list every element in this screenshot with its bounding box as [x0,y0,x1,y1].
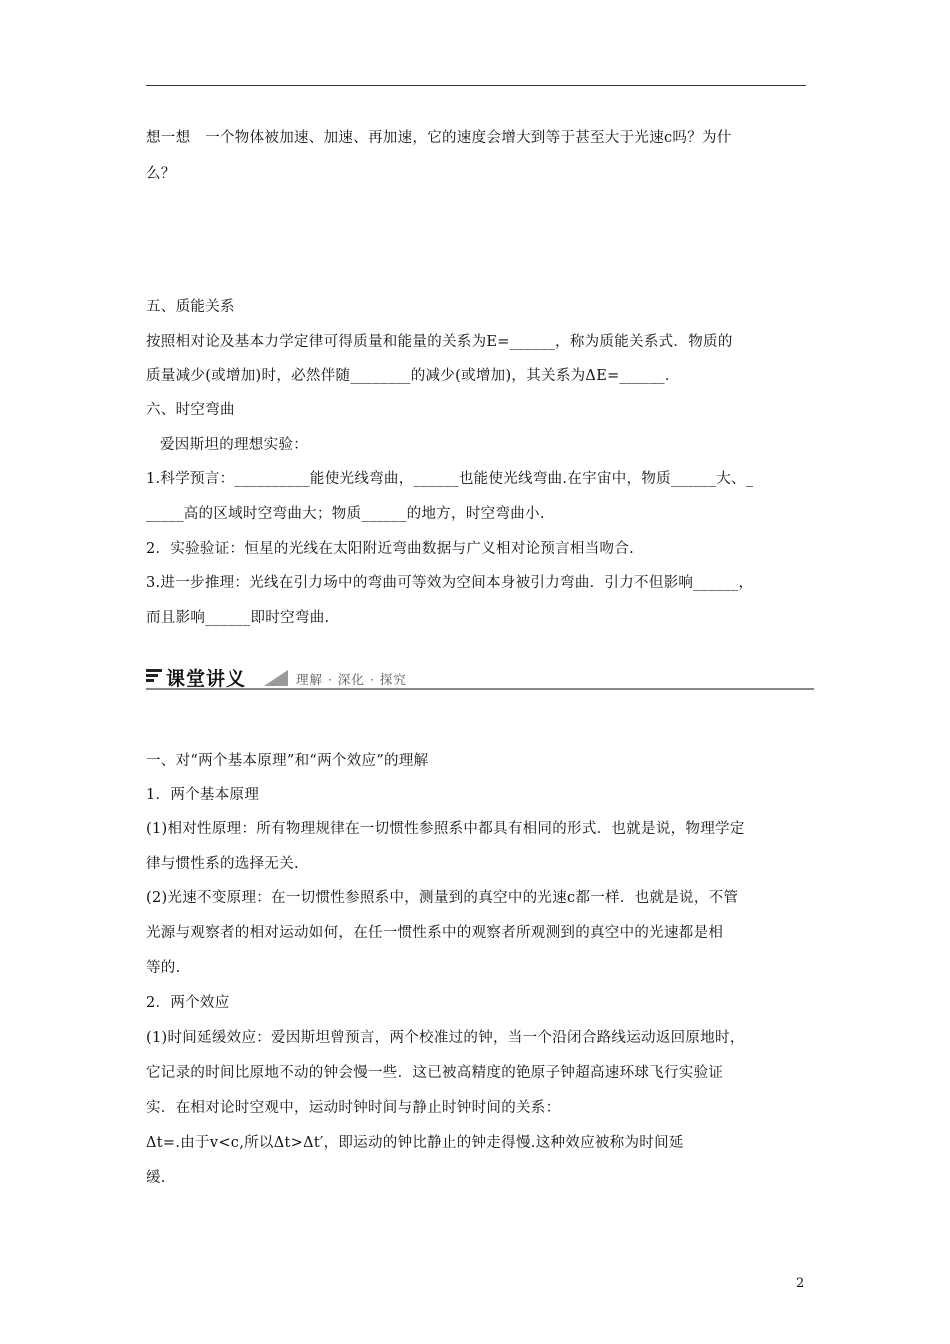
paragraph-line: Δt=.由于v<c,所以Δt>Δt′，即运动的钟比静止的钟走得慢.这种效应被称为时间延 [146,1135,684,1151]
paragraph-line: 而且影响______即时空弯曲. [146,610,330,626]
think-question-line-1: 想一想 一个物体被加速、加速、再加速，它的速度会增大到等于甚至大于光速c吗？为什 [146,130,732,146]
think-question-line-2: 么？ [146,166,176,182]
subheading-two-effects: 2．两个效应 [146,995,230,1011]
page-number: 2 [796,1276,805,1291]
banner-wedge-icon [264,670,288,686]
section-heading-spacetime-curvature: 六、时空弯曲 [146,402,235,418]
subheading-two-principles: 1．两个基本原理 [146,787,260,803]
paragraph-line: 3.进一步推理：光线在引力场中的弯曲可等效为空间本身被引力弯曲．引力不但影响______， [146,575,754,591]
section-heading-mass-energy: 五、质能关系 [146,299,235,315]
paragraph-line: (1)时间延缓效应：爱因斯坦曾预言，两个校准过的钟，当一个沿闭合路线运动返回原地时， [146,1030,745,1046]
paragraph-line: 它记录的时间比原地不动的钟会慢一些．这已被高精度的铯原子钟超高速环球飞行实验证 [146,1065,724,1081]
paragraph-line: 质量减少(或增加)时，必然伴随________的减少(或增加)，其关系为ΔE=______． [146,368,680,384]
paragraph-line: 2．实验验证：恒星的光线在太阳附近弯曲数据与广义相对论预言相当吻合. [146,541,635,557]
paragraph-line: 实．在相对论时空观中，运动时钟时间与静止时钟时间的关系： [146,1100,561,1116]
paragraph-line: 等的. [146,960,181,976]
paragraph-line: 律与惯性系的选择无关. [146,856,299,872]
paragraph-line: _____高的区域时空弯曲大；物质______的地方，时空弯曲小. [146,506,545,522]
banner-title: 课堂讲义 [166,668,247,690]
header-rule [146,85,806,86]
paragraph-line: 爱因斯坦的理想实验： [160,437,308,453]
paragraph-line: (1)相对性原理：所有物理规律在一切惯性参照系中都具有相同的形式．也就是说，物理学定 [146,821,745,837]
paragraph-line: 1.科学预言：__________能使光线弯曲，______也能使光线弯曲.在宇宙中，物质______大、_ [146,471,754,487]
banner-subtitle: 理解 · 深化 · 探究 [296,672,407,687]
banner-stripes-icon [146,668,162,684]
paragraph-line: 光源与观察者的相对运动如何，在任一惯性系中的观察者所观测到的真空中的光速都是相 [146,925,724,941]
banner-underline [146,688,814,690]
lecture-banner [146,664,814,690]
paragraph-line: (2)光速不变原理：在一切惯性参照系中，测量到的真空中的光速c都一样．也就是说，不管 [146,890,739,906]
section-heading-principles: 一、对“两个基本原理”和“两个效应”的理解 [146,753,429,769]
paragraph-line: 按照相对论及基本力学定律可得质量和能量的关系为E=______，称为质能关系式．物质的 [146,334,733,350]
paragraph-line: 缓. [146,1170,166,1186]
